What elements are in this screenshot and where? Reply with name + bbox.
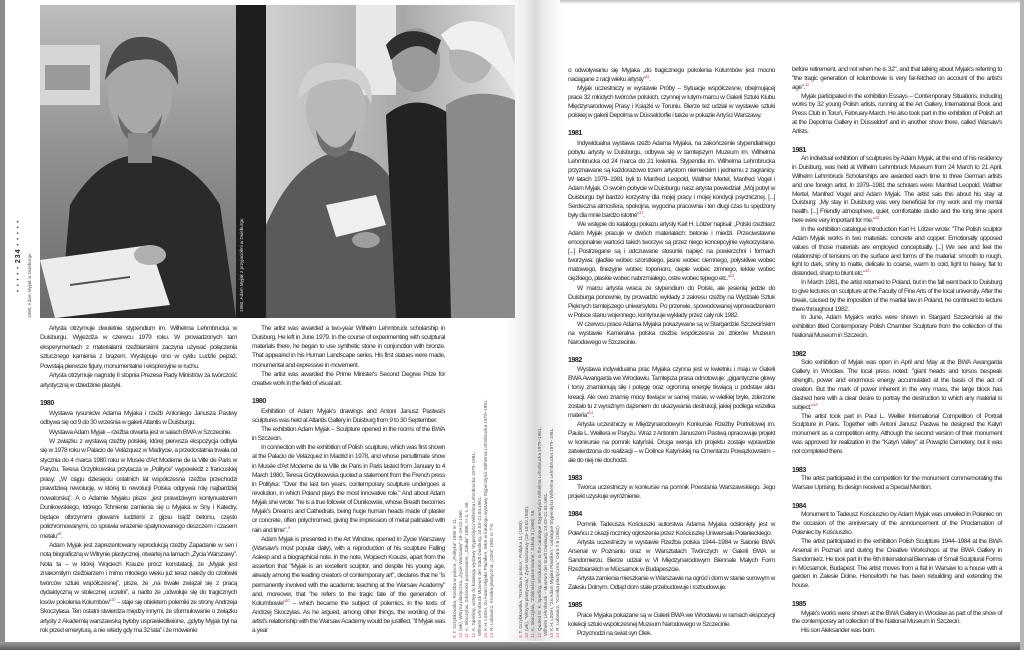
photo-artist-with-friends [236,5,515,318]
paragraph-text: Pomnik Tadeusza Kościuszki autorstwa Adama Myjaka odsłonięty jest w Połańcu z okazji rocznicy ogłoszenia przez Kościuszkę Uniwersału Połanieckiego. [568,520,775,538]
paragraph [252,324,445,370]
paragraph [252,425,445,443]
paragraph-text: Artysta uczestniczy w Międzynarodowym Konkursie Rzeźby Portretowej im. Paula L. Weillera w Paryżu. Wraz z Antonim Januszem Pastwą opracowuje projekt w konkursie na pomnik katyński. Druga wersja ich projektu zostaje wprawdzie zatwierdzona do realizacji – w Dolince Katyńskiej na Cmentarzu Powązkowskim – ale do niej nie dochodzi. [568,420,775,464]
paragraph-text: . [592,411,595,419]
paragraph [568,365,775,419]
paragraph-text: before retirement, and not when he is 32", and that talking about Myjak's referring to "the tragic generation of kolumbowie is very far-fetched on account of the artist's age". [792,66,1002,91]
paragraph-text: The artist was awarded a two-year Wilhelm Lehmbruck scholarship in Duisburg. He left in June 1979. In the course of experimenting with sculptural materials there, he began to use synthetic stone in conjunction with bronze. That appeared in his Human Landscape series. His first statues were made, monumental and expressive in movement. [252,325,445,369]
paragraph [40,541,237,636]
paragraph-text: Adam Myjak jest zaprezentowany reprodukcją rzeźby Zapadanie w sen i notą biograficzną w Witrynie plastycznej, otwartej na łamach „Życia Warszawy”. Nota ta – w której Wojciech Krauze prócz konstatacji, że „Myjak jest znakomitym rzeźbiarzem i mimo młodego wieku już teraz należy do czołówki twórców sztuki współczesnej”, pisze, że „na trwałe związał się z pracą dydaktyczną w stołecznej uczelni”, a nadto że „odwołuje się do tragicznych losów pokolenia Kolumbów” [40,542,237,606]
footnote-ref: 13 [729,273,734,279]
paragraph-text: Myjak uczestniczy w wystawie Próby – Sytuacje współczesne, obejmującej prace 32 młodych twórców polskich, czynnej w lutym-marcu w Galerii Sztuki Klubu Międzynarodowej Prasy i Książki w Toruniu. Bierze też udział w wystawie sztuki polskiej w galerii Depolma w Düsseldorfie i także w pokazie Artyści Warszawy. [568,85,775,120]
paragraph-text: Przychodzi na świat syn Olek. [577,629,652,637]
paragraph [252,535,445,636]
paragraph-text: . [649,76,651,84]
page-edge-right [1020,0,1024,650]
page-edge-bottom [0,642,1024,650]
paragraph [792,314,1002,341]
paragraph [792,93,1002,137]
paragraph-text: . [643,212,645,220]
paragraph-text: o odwoływaniu się Myjaka „do tragicznego pokolenia Kolumbów jest mocno naciągane z racji wieku artysty” [568,67,775,84]
year-heading: 1984 [568,511,582,519]
paragraph [40,428,237,437]
paragraph-text: – staje się obiektem polemiki ze strony Andrzeja Skoczylasa. Ten ostatni stwierdza między innymi, że sformułowanie o związku artysty z Akademią warszawską byłoby usprawiedliwione, „gdyby Myjak był na rok przed emeryturą, a nie wtedy gdy ma 32 lata” i że mówienie [40,598,238,635]
year-heading: 1983 [568,474,582,482]
paragraph-text: His son Aleksander was born. [801,627,876,635]
year-heading: 1981 [568,130,582,138]
footnote-ref: 10 [110,596,116,602]
paragraph [792,627,1002,636]
footnote-text: A. Skoczylas, Zdolności pozorowane, „Szkuła” 1980, nr 3, s. 58. [464,501,470,632]
paragraph [792,413,1002,457]
footnote-number: 11 [464,633,470,638]
paragraph-text: Twórca uczestniczy w konkursie na pomnik Powstania Warszawskiego. Jego projekt uzyskuje wyróżnienie. [568,484,775,501]
paragraph [792,66,1002,93]
footnote-number: 12 [470,632,476,638]
footnote-text: (wk), Witryna plastyczna, „Życie Warszawy” 18–19.02.1980. [458,509,464,631]
year-heading: 1985 [792,601,806,609]
paragraph-text: Artysta zamienia mieszkanie w Warszawie na ogród i dom w stanie surowym w Zalesiu Dolnym. Odtąd dom stale przebudowuje i rozbudowuje. [568,575,775,592]
paragraph [568,284,775,320]
paragraph [792,155,1002,226]
footnote-text: T. Grzybkowska, Rzeźba w polsce, „Polityka” 1980 nr 11. [452,517,457,634]
paragraph-text: W czerwcu prace Adama Myjaka pokazywane są w Stargardzie Szczecińskim na wystawie Kameralna polska rzeźba współczesna ze zbiorów Muzeum Narodowego w Szczecinie. [568,320,775,346]
paragraph-text: Wystawa Adam Myjak – rzeźba otwarta jest w salach BWA w Szczecinie. [49,428,232,436]
paragraph-text: The artist participated in the exhibition Polish Sculpture 1944–1984 at the BWA Arsenal in Poznań and during the Creative Workshops at the BWA Gallery in Sandomierz. He took part in the 6th International Biennale of Small Sculptural Forms in Mücsarnok, Budapest. The artist moves from a flat in Warsaw to a house with a garden in Zalesie Dolne. Henceforth he has been rebuilding and extending the house. [792,537,1002,590]
paragraph-text: The artist participated in the competition for the monument commemorating the Warsaw Uprising. Its design received a Special Mention. [792,475,1002,492]
paragraph [568,483,775,501]
paragraph [792,511,1002,538]
paragraph [568,611,775,629]
paragraph-text: Prace Myjaka pokazane są w Galerii BWA we Wrocławiu w ramach ekspozycji kolekcji sztuki współczesnej Muzeum Narodowego w Szczecinie. [568,611,775,628]
paragraph-text: W związku z wystawą rzeźby polskiej, której pierwsza ekspozycja odbyła się w 1978 roku w Palacio de Velázquez w Madrycie, a przedostatnia trwała od stycznia do 4 marca 1980 roku w Musée d'Art Moderne de la Ville de Paris w Paryżu, Teresa Grzybkowska przytacza w „Polityce” wypowiedź z francuskiej prasy: „W ciągu dziesięciu ostatnich lat współczesna rzeźba przechodzi prawdziwą rewolucję, w której to rewolucji Polska odgrywa rolę najbardziej nowatorską”. A o Adamie Myjaku pisze: „jest prawdziwym kontynuatorem Dunikowskiego, którego Tchnienie zamienia się u Myjaka w Sny i Katedry, będące olbrzymimi głowami ludzkimi z gipsu bądź betonu, często polichromowanymi, co sprawia wrażenie spatynowanego deszczem i czasem metalu” [40,438,237,540]
footnote-text: K.H. Lötzer, "Zu Adam Myjaks Plastiken," catalogue Stypendyści Wilhelma Lehmbrucka 1979–1981. [549,427,555,631]
paragraph-text: Indywidualna wystawa rzeźb Adama Myjaka, na zakończenie stypendialnego pobytu artysty w Duisburgu, odbywa się w tamtejszym Muzeum im. Wilhelma Lehmbrucka od 24 marca do 21 kwietnia. Stypendia im. Wilhelma Lehmbrucka przyznawane są każdorazowo trzem artystom niemieckim i jednemu z zagranicy. W latach 1979–1981 byli to Manfred Leopold, Walther Mertel, Manfred Vogel i Adam Myjak. O swoim pobycie w Duisburgu nasz artysta powiedział: „Mój pobyt w Duisburgu był bardzo korzystny dla mojej pracy i mojej kondycji psychicznej. [...] Serdeczna atmosfera, spokojna, wygodna pracownia i ten długi czas tu spędzony były dla mnie bardzo istotne” [568,139,775,220]
paragraph-text: Adam Myjak is presented in the Art Window, opened in Życie Warszawy (Warsaw's most popular daily), with a reproduction of his sculpture Falling Asleep and a biographical note. In the note, Wojciech Krauze, apart from the assertion that "Myjak is an excellent sculptor, and despite his young age, already among the leading creators of contemporary art", declares that he "is permanently involved with the academic teaching at the Warsaw Academy" and, moreover, that "he refers to the tragic fate of the generation of Kolumbowie" [252,535,445,607]
paragraph-text: Solo exhibition of Myjak was open in April and May at the BWA Awangarda Gallery in Wrocław. The local press noted: "giant heads and torsos bespeak strength, power and enormous energy accumulated at the basis of the act of creation. But the mark of power inherent in the very mass, the large block has clashed here with a clear desire to portray the destruction to which any material is subject." [792,359,1002,411]
footnote-number: 11 [530,633,536,638]
paragraph-text: Myjak participated in the exhibition Essays – Contemporary Situations, including works by 32 young Polish artists, running at the Art Gallery, International Book and Press Club in Toruń, February-March. He also took part in the exhibition of Polish art at the Depolma Gallery in Düsseldorf and in another show there, called Warsaw's Artists. [792,92,1002,135]
paragraph [568,420,775,465]
paragraph [40,324,237,371]
page-shadow [560,0,1020,4]
paragraph [792,279,1002,314]
footnote-text: (wk), "Witryna plastyczna," Życie Warszawy (18–19.02.1980). [524,505,530,631]
footnote-text: Quoted in: K. Sperling, introduction to the catalogue Stypendyści Wilhelma Lehmbrucka 1979–1981, [536,427,542,631]
paragraph [792,359,1002,412]
paragraph-text: – which became the subject of polemics, in the texts of Andrzej Skoczylas. As he argued, among other things, the wording of the artist's relationship with the Warsaw Academy would be justified, "if Myjak was a year [252,599,445,635]
footnote-ref: 14 [813,401,818,407]
footnote-text: K.H. Lötzer, Zu Adam Myjaks Plastiken, tekst w katalogu wystawy Stypendyści Wilhelma Lehmbrucka 1979–1981. [483,399,489,631]
footnote-number: 14 [555,632,561,638]
paragraph [792,475,1002,493]
paragraph [568,520,775,538]
paragraph [40,437,237,541]
footnote-ref: 13 [865,268,870,274]
paragraph-text: Wystawa rysunków Adama Myjaka i rzeźb Antoniego Janusza Pastwy odbywa się od 9 do 30 września w galerii Atlantis w Duisburgu. [40,409,237,427]
paragraph-text: In the exhibition catalogue introduction Karl H. Lötzer wrote: "The Polish sculptor Adam Myjak works in two materials: concrete and copper. Emotionally opposed values of those materials are employed conceptually. [...] We see and feel the relationship of tensions on the surface and forms of the material: smooth to rough, light to dark, shiny to matte, delicate to coarse, warm to cold, light to heavy, flat to distended, sharp to blunt etc." [792,226,1002,278]
footnote-number: 9 [518,635,523,638]
paragraph [568,629,775,638]
paragraph-text: Exhibition of Adam Myjak's drawings and Antoni Janusz Pastwa's sculptures was held at Atlantis Gallery in Duisburg from 9 to 30 September. [252,407,445,424]
footnotes-english [518,427,561,638]
page-edge-left [0,0,5,650]
page-number-value: 234 [15,248,22,264]
footnote-ref: 10 [285,597,290,603]
paragraph-text: The artist was awarded the Prime Minister's Second Degree Prize for creative work in the field of visual art. [252,370,445,387]
paragraph [252,370,445,388]
paragraph [252,443,445,535]
paragraph-text: The artist took part in Paul L. Weiller International Competition of Portrait Sculpture in Paris. Together with Antoni Janusz Pastwa he designed the Katyń monument as a competition entry. Although the second version of their monument was approved for realization in the "Katyń Valley" at Powązki Cemetery, but it was not completed there. [792,412,1002,455]
paragraph [792,538,1002,591]
year-heading: 1981 [792,146,806,154]
text-column-english-left [252,324,445,636]
paragraph-text: Artysta uczestniczy w wystawie Rzeźba polska 1944–1984 w Salonie BWA Arsenał w Poznaniu oraz w Warsztatach Twórczych w Galerii BWA w Sandomierzu. Bierze udział w VI Międzynarodowym Biennale Małych Form Rzeźbiarskich w Mücsarnok w Budapeszcie. [568,539,775,574]
footnote-ref: 12 [638,209,644,215]
paragraph-text: An individual exhibition of sculptures by Adam Myjak, at the end of his residency in Duisburg, was held at Wilhelm Lehmbruck Museum from 24 March to 21 April. Wilhelm Lehmbruck Scholarships are awarded each time to three German artists and one foreign artist. In 1979–1981 the scholars were: Manfred Leopold, Walther Mertel, Manfred Vogel and Adam Myjak. The artist sais this about his stay at Duisburg: „My stay in Duisburg was very beneficial for my work and my mental health. [...] Friendly atmosphere, quiet, comfortable studio and the long time spent here were very important for me." [792,155,1002,225]
footnote-ref: 12 [874,214,879,220]
paragraph [568,574,775,592]
text-column-polish-left [40,324,237,636]
year-heading: 1980 [252,398,266,406]
photo-caption-2: 1980, Adam Myjak z przyjaciółmi w Duisburgu [239,218,244,312]
year-heading: 1982 [792,350,806,358]
footnote-number: 12 [536,632,542,638]
paragraph-text: Artysta otrzymuje nagrodę II stopnia Prezesa Rady Ministrów za twórczość artystyczną w dziedzinie plastyki. [40,372,237,389]
footnote-ref: 14 [588,409,593,415]
paragraph-text: In connection with the exhibition of Polish sculpture, which was first shown at the Palacio de Velázquez in Madrid in 1978, and whose penultimate show in Musée d'Art Moderne de la Ville de Paris in Paris lasted from January to 4 March 1980, Teresa Grzybkowska quoted a statement from the French press in Polityka: "Over the last ten years, contemporary sculpture undergoes a revolution, in which Poland plays the most innovative role." And about Adam Myjak she wrote: "he is a true follower of Dunikowski, whose Breath becomes Myjak's Dreams and Cathedrals, being huge human heads made of plaster or concrete, often polychromed, giving the impression of metal patinated with rain and time". [252,444,445,534]
paragraph [792,226,1002,279]
page-number-dots-right: • • • • • [16,219,22,246]
paragraph-text: W marcu artysta wraca ze stypendium do Polski, ale jesienią jedzie do Duisburga ponownie, by prowadzić wykłady z zakresu rzeźby na Wydziale Sztuk Pięknych tamtejszego uniwersytetu. Po przerwie, spowodowanej wprowadzeniem w Polsce stanu wojennego, kontynuuje wykłady przez cały rok 1982. [568,284,775,319]
photo-caption-1: 1980, Adam Myjak w Duisburgu [27,253,32,318]
footnotes-polish [452,399,495,638]
footnote-ref: 11 [645,73,650,79]
page-number [15,220,22,292]
year-heading: 1980 [40,400,54,408]
paragraph-text: Wystawa indywidualna prac Myjaka czynna jest w kwietniu i maju w Galerii BWA Awangarda we Wrocławiu. Tamtejsza prasa odnotowuje: „gigantyczne głowy i torsy znamionują siłę i potęgę oraz ogromną energię tkwiącą u podstaw aktu kreacji. Ale owo znamię mocy tkwiące w samej masie, w wielkiej bryle, zderzone zostało tu z wyraźnym dążeniem do ukazywania destrukcji, jakiej podlega wszelka materia” [568,366,775,419]
paragraph-text: Artysta otrzymuje dwuletnie stypendium im. Wilhelma Lehmbrucka w Duisburgu. Wyjeżdża w czerwcu 1979 roku. W prowadzonych tam eksperymentach z materiałami rzeźbiarskimi zaczyna używać połączenia sztucznego kamienia z brązem. Występuje ono w cyklu Ludzki pejzaż. Powstają pierwsze figury, monumentalne i ekspresyjne w ruchu. [40,325,237,370]
paragraph [568,320,775,347]
footnote-number: 14 [489,632,495,638]
footnote-number: 10 [524,632,530,638]
paragraph [568,538,775,574]
footnote-text: R. Lubowicz, Kronika plastyczna, „Odra” 1982 nr 7-8. [489,522,495,631]
paragraph [568,84,775,120]
footnote-number: 13 [549,632,555,638]
footnote-text: R. Lubowicz, "Kronika plastyczna," Odra 7-8 (1982). [555,524,561,631]
paragraph-text: Myjak's works were shown at the BWA Gallery in Wrocław as part of the show of the contemporary art collection of the National Museum in Szczecin. [792,609,1002,626]
footnote-ref: 11 [804,81,809,87]
paragraph-text: We wstępie do katalogu pokazu artysty Karl H. Lötzer napisał: „Polski rzeźbiarz Adam Myjak pracuje w dwóch materiałach: betonie i miedzi. Przeciwstawne emocjonalnie wartości takich tworzyw są przez niego koncepcyjnie wykorzystane. [...] Postrzegane są i odczuwane stosunki napięć na powierzchni i formach tworzywa: gładkie wobec szorstkiego, jasne wobec ciemnego, połyskliwe wobec matowego, finezyjne wobec toporного, ciepłe wobec zimnego, lekkie wobec ciężkiego, płaskie wobec nabrzmiałego, ostre wobec tępego etc.” [568,221,775,283]
page-number-dots-left: • • • • • [16,265,22,292]
paragraph [568,139,775,220]
paragraph [792,610,1002,628]
paragraph-text: . [60,532,63,540]
footnote-text: Wilhelm Lehmbruck Museum der Stadt Duisburg, 24.03–21.04.1981. [476,496,482,636]
paragraph [252,407,445,425]
year-heading: 1984 [792,502,806,510]
footnote-text: K. Sperling, wstęp do katalogu wystawy Stypendyści Wilhelma Lehmbrucka 1979–1981, [470,451,476,631]
footnote [555,427,561,638]
text-column-polish-right [568,66,775,638]
paragraph [40,409,237,428]
footnote-ref: 9 [287,524,290,530]
footnote [489,399,495,638]
footnote-number: 13 [483,632,489,638]
footnote-number: 9 [452,635,457,638]
paragraph-text: In March 1981, the artist returned to Poland, but in the fall went back to Duisburg to give lectures on sculpture at the Faculty of Fine Arts of the local university. After the break, caused by the imposition of the martial law in Poland, he continued to lecture there throughout 1982. [792,279,1002,313]
footnote-text: A. Skoczylas, "Zdolności pozorowane," Szkuła 3 (1980): 58. [530,509,536,632]
paragraph-text: Monument to Tadeusz Kościuszko by Adam Myjak was unveiled in Połaniec on the occasion of the anniversary of the announcement of the Proclamation of Połaniec by Kościuszko. [792,511,1002,537]
footnote-text: T. Grzybkowska, "Rzeźba w polsce," Polityka 11 (1980). [518,519,523,634]
footnote-number: 10 [458,632,464,638]
paragraph-text: The exhibition Adam Myjak – Sculpture opened in the rooms of the BWA in Szczecin. [252,425,445,443]
footnote-ref: 9 [58,530,61,536]
year-heading: 1983 [792,466,806,474]
paragraph [40,371,237,390]
year-heading: 1982 [568,356,582,364]
paragraph [568,66,775,84]
paragraph [568,220,775,283]
paragraph-text: . [733,275,736,283]
text-column-english-right [792,66,1002,636]
paragraph-text: In June, Adam Myjak's works were shown in Stargard Szczeciński at the exhibition titled Contemporary Polish Chamber Sculpture from the collection of the National Museum in Szczecin. [792,314,1002,340]
year-heading: 1985 [568,602,582,610]
photo-artist-with-newspaper [40,5,236,318]
footnote-text: Wilhelm Lehmbruck – Museum der Stadt Duisburg, 24.03–21.04.1981. [542,492,548,636]
